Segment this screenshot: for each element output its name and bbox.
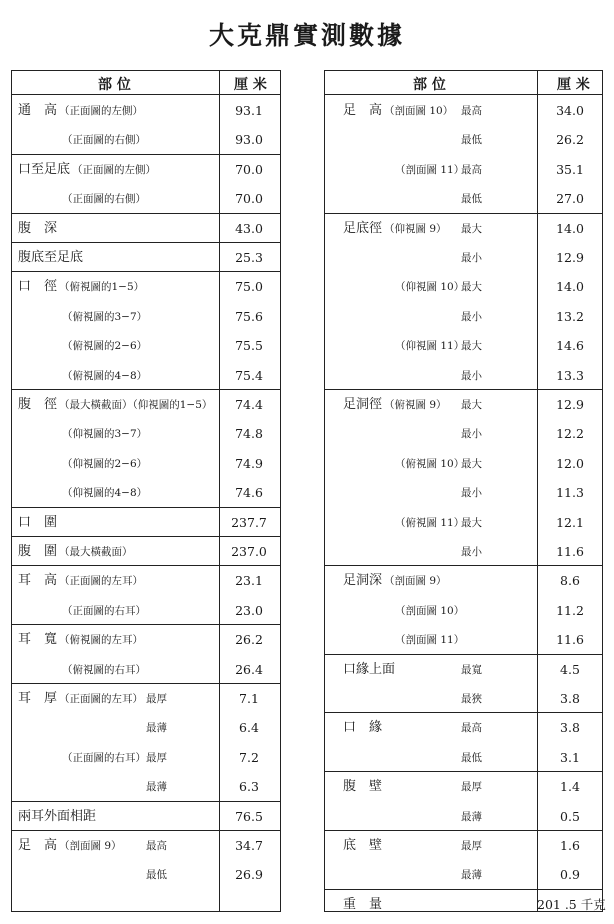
row-sublabel: （正面圖的右側） (62, 134, 146, 147)
row-qualifier: 最低 (461, 751, 482, 764)
row-qualifier: 最小 (461, 369, 482, 382)
row-qualifier: 最高 (146, 840, 167, 852)
row-qualifier: 最薄 (461, 810, 482, 823)
row-qualifier: 最大 (461, 281, 482, 294)
table-row (12, 750, 280, 768)
row-value: 12.9 (556, 397, 584, 412)
row-value: 34.0 (556, 103, 584, 118)
table-row (12, 779, 280, 797)
table-row (12, 456, 280, 474)
row-value: 74.4 (235, 397, 263, 412)
row-value: 14.0 (556, 279, 584, 295)
table-row (325, 867, 602, 885)
row-qualifier: 最低 (461, 134, 482, 147)
table-row (325, 279, 602, 297)
row-value: 237.0 (231, 544, 267, 559)
row-value: 75.6 (235, 308, 263, 324)
row-value: 35.1 (556, 161, 584, 177)
row-qualifier: 最高 (461, 722, 482, 735)
table-row (12, 191, 280, 209)
header-unit: 厘 米 (234, 77, 267, 93)
row-value: 3.1 (560, 749, 580, 765)
row-value: 74.8 (235, 426, 263, 442)
row-sublabel: （仰視圖的2−6） (62, 457, 148, 470)
row-sublabel: （正面圖的右耳） (62, 604, 146, 617)
row-value: 75.4 (235, 367, 263, 383)
row-qualifier: 最薄 (461, 869, 482, 882)
row-value: 14.6 (556, 338, 584, 354)
row-label: 耳 厚 (18, 691, 58, 706)
row-qualifier: 最厚 (461, 781, 482, 794)
row-sublabel: （俯視圖的左耳） (59, 634, 143, 647)
table-row (325, 515, 602, 533)
row-value: 23.0 (235, 602, 263, 618)
row-value: 1.6 (560, 838, 580, 853)
table-row (12, 515, 280, 533)
row-qualifier: 最小 (461, 546, 482, 558)
row-value: 25.3 (235, 250, 263, 265)
table-row (325, 838, 602, 856)
row-label: 口緣上面 (343, 661, 396, 677)
row-qualifier: 最大 (461, 222, 482, 235)
row-value: 93.0 (235, 132, 263, 148)
row-value: 201 .5 千克 (537, 896, 606, 912)
row-sublabel: （正面圖的右側） (62, 193, 146, 206)
row-label: 腹 圍 (18, 544, 58, 559)
row-label: 口 緣 (343, 720, 383, 736)
row-sublabel: （俯視圖 9） (384, 399, 447, 411)
row-value: 93.1 (235, 103, 263, 118)
table-row (12, 250, 280, 268)
row-value: 26.2 (556, 132, 584, 148)
row-value: 13.3 (556, 367, 584, 383)
row-value: 75.0 (235, 279, 263, 295)
row-value: 26.4 (235, 661, 263, 677)
table-row (12, 720, 280, 738)
row-value: 70.0 (235, 191, 263, 207)
table-row (12, 279, 280, 297)
row-sublabel: （剖面圖 10） (384, 105, 454, 117)
table-row (325, 368, 602, 386)
row-qualifier: 最低 (461, 193, 482, 206)
row-value: 3.8 (560, 691, 580, 706)
row-value: 74.6 (235, 485, 263, 501)
table-row (325, 662, 602, 680)
table-row (325, 720, 602, 738)
table-row (325, 397, 602, 415)
table-row (325, 603, 602, 621)
row-qualifier: 最厚 (146, 751, 167, 764)
row-sublabel: （正面圖的左耳） (59, 693, 143, 705)
table-row (325, 632, 602, 650)
row-label: 口 徑 (18, 279, 58, 295)
row-value: 11.3 (556, 485, 584, 501)
table-header (325, 71, 602, 95)
row-sublabel: （最大橫截面）（仰視圖的1−5） (59, 399, 213, 411)
row-value: 7.1 (239, 691, 259, 706)
row-sublabel: （仰視圖的4−8） (62, 487, 148, 500)
row-value: 237.7 (231, 514, 267, 530)
table-row (325, 338, 602, 356)
table-row (12, 426, 280, 444)
row-label: 耳 高 (18, 573, 58, 589)
row-value: 11.6 (556, 632, 584, 648)
row-qualifier: 最狹 (461, 693, 482, 705)
row-qualifier: 最厚 (461, 840, 482, 852)
row-sublabel: （剖面圖 9） (384, 575, 447, 588)
row-sublabel: （仰視圖 10） (395, 281, 465, 294)
row-value: 12.9 (556, 250, 584, 265)
table-row (325, 103, 602, 121)
table-row (12, 309, 280, 327)
row-label: 足底徑 (343, 220, 383, 236)
row-value: 12.0 (556, 455, 584, 471)
table-row (325, 896, 606, 915)
row-label: 腹 壁 (343, 779, 383, 795)
table-row (12, 632, 280, 650)
row-value: 26.9 (235, 867, 263, 883)
row-value: 7.2 (239, 749, 259, 765)
row-label: 足洞徑 (343, 397, 383, 412)
table-row (325, 221, 602, 239)
header-unit: 厘 米 (557, 77, 590, 93)
row-label: 耳 寬 (18, 632, 58, 648)
row-label: 口至足底 (18, 161, 71, 177)
table-row (12, 662, 280, 680)
table-row (12, 132, 280, 150)
table-row (325, 191, 602, 209)
table-row (12, 221, 280, 239)
table-row (12, 867, 280, 885)
row-sublabel: （俯視圖的右耳） (62, 663, 146, 676)
row-qualifier: 最高 (461, 163, 482, 176)
table-row (12, 544, 280, 562)
table-row (12, 603, 280, 621)
page-title: 大克鼎實測數據 (208, 21, 405, 50)
table-row (325, 426, 602, 444)
row-qualifier: 最大 (461, 457, 482, 470)
table-row (325, 309, 602, 327)
row-label: 口 圍 (18, 514, 58, 530)
row-qualifier: 最厚 (146, 693, 167, 705)
row-qualifier: 最小 (461, 252, 482, 264)
row-label: 腹 深 (18, 220, 58, 236)
row-qualifier: 最小 (461, 487, 482, 500)
row-label: 足洞深 (343, 573, 383, 589)
row-value: 1.4 (560, 779, 580, 795)
table-header (12, 71, 280, 95)
table-row (12, 691, 280, 709)
row-label: 通 高 (18, 103, 58, 118)
table-row (12, 397, 280, 415)
table-row (325, 132, 602, 150)
row-qualifier: 最小 (461, 428, 482, 441)
table-row (325, 691, 602, 709)
table-row (325, 544, 602, 562)
table-row (325, 250, 602, 268)
row-value: 8.6 (560, 573, 580, 589)
table-row (325, 750, 602, 768)
table-row (12, 368, 280, 386)
row-qualifier: 最薄 (146, 781, 167, 794)
row-sublabel: （正面圖的左耳） (59, 575, 143, 588)
row-value: 23.1 (235, 573, 263, 589)
row-value: 76.5 (235, 808, 263, 824)
table-row (12, 338, 280, 356)
row-label: 重 量 (343, 896, 383, 912)
table-row (12, 838, 280, 856)
right-table (324, 70, 606, 912)
row-value: 6.4 (239, 720, 259, 736)
row-value: 12.2 (556, 426, 584, 442)
table-row (12, 162, 280, 180)
row-value: 3.8 (560, 720, 580, 736)
row-sublabel: （俯視圖的1−5） (59, 281, 145, 294)
row-value: 75.5 (235, 338, 263, 354)
row-value: 43.0 (235, 220, 263, 236)
row-label: 腹 徑 (18, 397, 58, 412)
row-sublabel: （剖面圖 11） (395, 163, 465, 176)
row-qualifier: 最大 (461, 516, 482, 529)
row-sublabel: （仰視圖的3−7） (62, 428, 148, 441)
row-value: 14.0 (556, 220, 584, 236)
row-qualifier: 最薄 (146, 722, 167, 735)
left-table (11, 70, 281, 912)
row-qualifier: 最高 (461, 105, 482, 117)
row-sublabel: （俯視圖 11） (395, 516, 465, 529)
row-qualifier: 最低 (146, 869, 167, 882)
table-row (325, 573, 602, 591)
table-row (12, 485, 280, 503)
table-row (325, 779, 602, 797)
row-value: 74.9 (235, 455, 263, 471)
row-label: 底 壁 (343, 838, 383, 853)
header-part: 部 位 (413, 77, 446, 93)
row-sublabel: （俯視圖的3−7） (62, 310, 148, 323)
table-row (325, 456, 602, 474)
row-value: 27.0 (556, 191, 584, 207)
row-value: 70.0 (235, 161, 263, 177)
table-row (325, 162, 602, 180)
table-row (325, 809, 602, 827)
row-sublabel: （剖面圖 10） (395, 604, 465, 617)
row-sublabel: （正面圖的左側） (59, 105, 143, 117)
row-sublabel: （俯視圖的4−8） (62, 369, 148, 382)
row-value: 6.3 (239, 779, 259, 795)
row-value: 0.9 (560, 867, 580, 883)
row-sublabel: （仰視圖 11） (395, 340, 465, 353)
row-sublabel: （俯視圖 10） (395, 457, 465, 470)
row-label: 足 高 (18, 838, 58, 853)
header-part: 部 位 (98, 77, 131, 93)
row-sublabel: （正面圖的右耳） (62, 751, 146, 764)
row-sublabel: （正面圖的左側） (72, 163, 156, 176)
row-value: 0.5 (560, 808, 580, 824)
row-sublabel: （剖面圖 9） (59, 840, 122, 852)
row-value: 34.7 (235, 838, 263, 853)
row-label: 足 高 (343, 103, 383, 118)
row-value: 11.2 (556, 602, 584, 618)
table-row (12, 103, 280, 121)
table-row (325, 485, 602, 503)
row-sublabel: （俯視圖的2−6） (62, 340, 148, 353)
row-sublabel: （剖面圖 11） (395, 634, 465, 647)
row-qualifier: 最小 (461, 310, 482, 323)
row-sublabel: （最大橫截面） (59, 546, 133, 558)
row-sublabel: （仰視圖 9） (384, 222, 447, 235)
table-row (12, 573, 280, 591)
row-label: 腹底至足底 (18, 250, 84, 265)
row-value: 13.2 (556, 308, 584, 324)
row-qualifier: 最寬 (461, 663, 482, 676)
row-qualifier: 最大 (461, 399, 482, 411)
row-value: 11.6 (556, 544, 584, 559)
row-label: 兩耳外面相距 (18, 808, 97, 824)
row-value: 26.2 (235, 632, 263, 648)
row-qualifier: 最大 (461, 340, 482, 353)
row-value: 12.1 (556, 514, 584, 530)
row-value: 4.5 (560, 661, 580, 677)
table-row (12, 809, 280, 827)
